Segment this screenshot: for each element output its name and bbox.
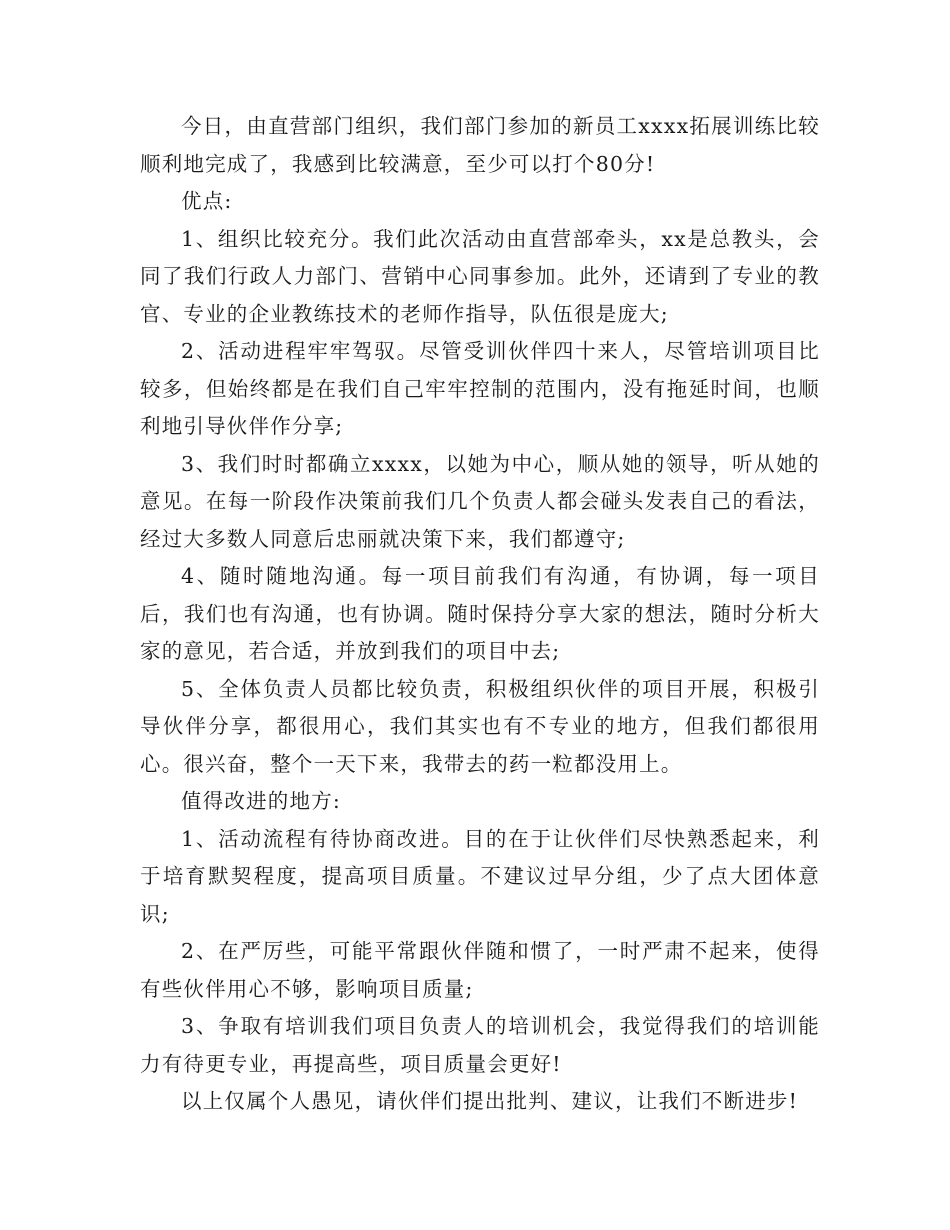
strength-item-2: 2、活动进程牢牢驾驭。尽管受训伙伴四十来人，尽管培训项目比较多，但始终都是在我们自己牢牢控制的范围内，没有拖延时间，也顺利地引导伙伴作分享; [140,339,820,438]
improvement-item-2: 2、在严厉些，可能平常跟伙伴随和惯了，一时严肃不起来，使得有些伙伴用心不够，影响项目质量; [140,939,820,1001]
document-body [140,108,820,1121]
strength-item-1: 1、组织比较充分。我们此次活动由直营部牵头，xx是总教头，会同了我们行政人力部门、营销中心同事参加。此外，还请到了专业的教官、专业的企业教练技术的老师作指导，队伍很是庞大; [140,226,820,326]
strength-item-3: 3、我们时时都确立xxxx，以她为中心，顺从她的领导，听从她的意见。在每一阶段作决策前我们几个负责人都会碰头发表自己的看法，经过大多数人同意后忠丽就决策下来，我们都遵守; [140,451,820,551]
strength-item-5: 5、全体负责人员都比较负责，积极组织伙伴的项目开展，积极引导伙伴分享，都很用心，我们其实也有不专业的地方，但我们都很用心。很兴奋，整个一天下来，我带去的药一粒都没用上。 [140,676,820,776]
improvement-item-3: 3、争取有培训我们项目负责人的培训机会，我觉得我们的培训能力有待更专业，再提高些，项目质量会更好! [140,1014,820,1076]
intro-paragraph: 今日，由直营部门组织，我们部门参加的新员工xxxx拓展训练比较顺利地完成了，我感到比较满意，至少可以打个80分! [140,114,820,176]
strength-item-4: 4、随时随地沟通。每一项目前我们有沟通，有协调，每一项目后，我们也有沟通，也有协调。随时保持分享大家的想法，随时分析大家的意见，若合适，并放到我们的项目中去; [140,564,820,663]
improvements-heading: 值得改进的地方: [181,789,342,813]
closing-paragraph: 以上仅属个人愚见，请伙伴们提出批判、建议，让我们不断进步! [181,1089,799,1113]
improvement-item-1: 1、活动流程有待协商改进。目的在于让伙伴们尽快熟悉起来，利于培育默契程度，提高项目质量。不建议过早分组，少了点大团体意识; [140,826,820,926]
strengths-heading: 优点: [181,189,233,213]
